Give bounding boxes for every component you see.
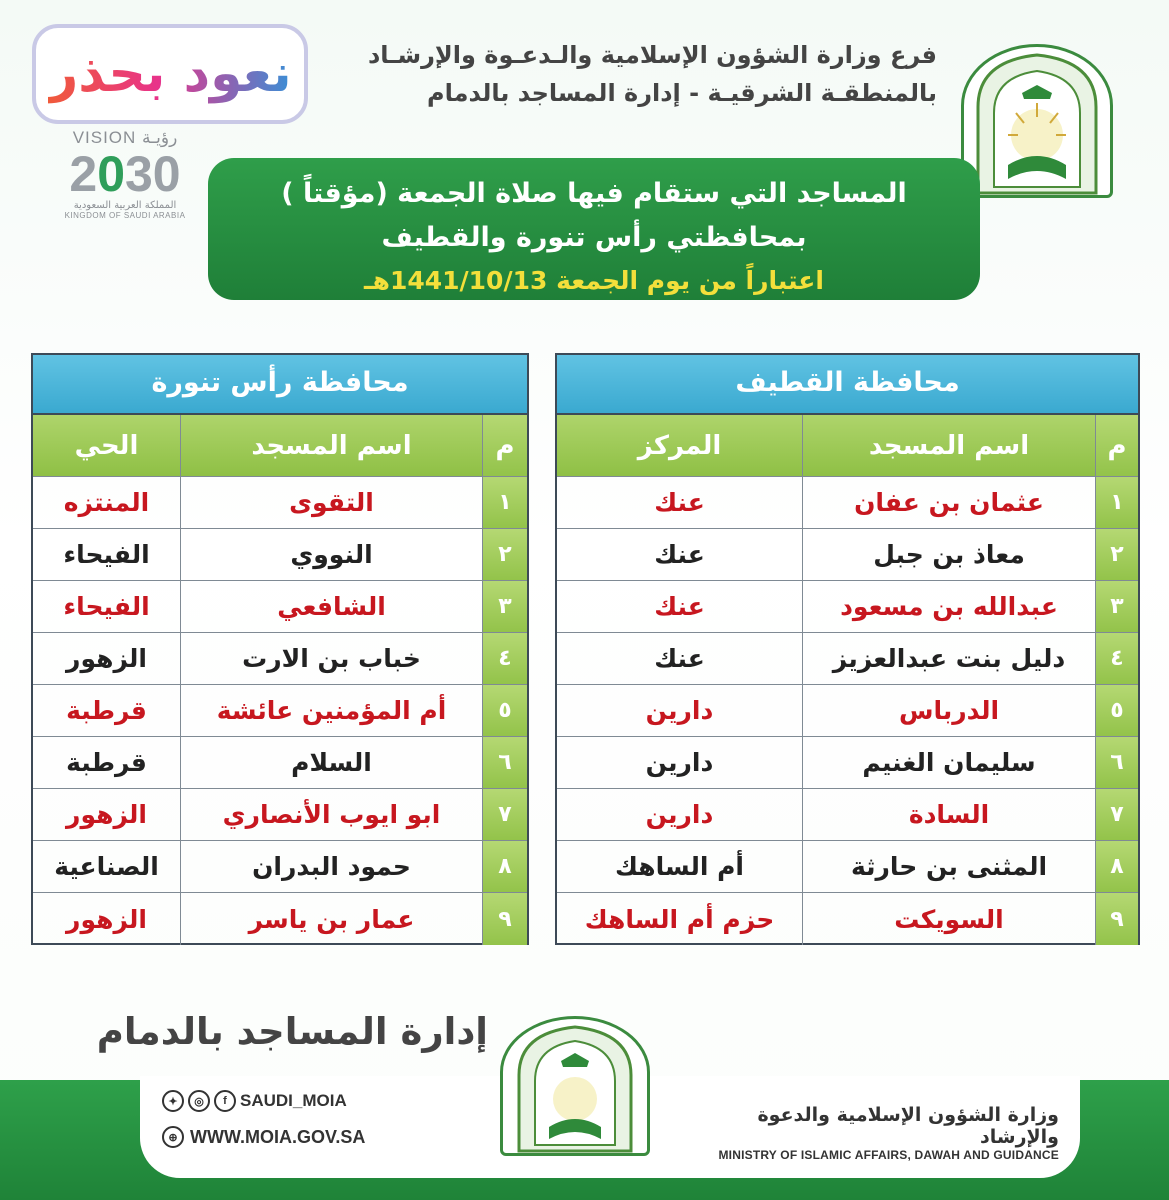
center-name: دارين — [645, 800, 714, 829]
row-number: ٤ — [482, 633, 527, 684]
mosque-name: التقوى — [180, 477, 482, 528]
mosque-name: حمود البدران — [180, 841, 482, 892]
table-row — [33, 685, 527, 737]
row-number: ٣ — [482, 581, 527, 632]
qatif-header-row — [557, 415, 1138, 477]
center-name: عنك — [654, 644, 705, 673]
footer-ministry-en: MINISTRY OF ISLAMIC AFFAIRS, DAWAH AND GUIDANCE — [718, 1148, 1059, 1162]
vision-2030-logo — [50, 128, 200, 238]
mosque-name: الشافعي — [180, 581, 482, 632]
center-name: عنك — [654, 540, 705, 569]
social-handle[interactable]: SAUDI_MOIA — [240, 1091, 347, 1110]
district-name: قرطبة — [66, 696, 147, 725]
twitter-icon[interactable]: ✦ — [162, 1090, 184, 1112]
campaign-slogan: نعود بحذر — [48, 44, 292, 104]
district-name: الفيحاء — [63, 540, 150, 569]
website-link[interactable] — [162, 1126, 365, 1148]
ministry-line-1: فرع وزارة الشؤون الإسلامية والـدعـوة والإرشـاد — [367, 41, 937, 69]
district-name: الزهور — [66, 904, 147, 934]
table-row — [557, 581, 1138, 633]
center-name: أم الساهك — [615, 852, 744, 881]
mosque-name: السلام — [180, 737, 482, 788]
vision-country-ar: المملكة العربية السعودية — [73, 200, 177, 211]
center-name: دارين — [645, 696, 714, 725]
district-name: الفيحاء — [63, 592, 150, 621]
mosque-name: المثنى بن حارثة — [802, 841, 1095, 892]
row-number: ٣ — [1095, 581, 1138, 632]
qatif-table — [555, 353, 1140, 945]
center-name: دارين — [645, 748, 714, 777]
mosque-name: النووي — [180, 529, 482, 580]
mosque-name: عثمان بن عفان — [802, 477, 1095, 528]
website-url[interactable]: WWW.MOIA.GOV.SA — [190, 1126, 366, 1147]
row-number: ٧ — [1095, 789, 1138, 840]
district-name: الصناعية — [54, 852, 159, 881]
table-row — [33, 529, 527, 581]
center-name: عنك — [654, 488, 705, 517]
row-number: ٨ — [1095, 841, 1138, 892]
row-number: ٥ — [482, 685, 527, 736]
department-label: إدارة المساجد بالدمام — [96, 1010, 488, 1053]
ras-tanura-governorate-title: محافظة رأس تنورة — [33, 355, 527, 415]
ras-tanura-rows — [33, 477, 527, 945]
table-row — [557, 737, 1138, 789]
mosque-name: أم المؤمنين عائشة — [180, 685, 482, 736]
table-row — [557, 841, 1138, 893]
row-number: ٧ — [482, 789, 527, 840]
ministry-line-2: بالمنطقـة الشرقيـة - إدارة المساجد بالدمام — [427, 79, 937, 107]
mosque-name: ابو ايوب الأنصاري — [180, 789, 482, 840]
center-name: عنك — [654, 592, 705, 621]
table-row — [557, 789, 1138, 841]
row-number: ٥ — [1095, 685, 1138, 736]
vision-year: 2030 — [69, 146, 181, 202]
row-number: ١ — [1095, 477, 1138, 528]
mosque-name: الدرباس — [802, 685, 1095, 736]
qatif-governorate-title: محافظة القطيف — [557, 355, 1138, 415]
title-line-1: المساجد التي ستقام فيها صلاة الجمعة (مؤقتاً ) — [281, 178, 907, 209]
facebook-icon[interactable]: f — [214, 1090, 236, 1112]
vision-wordmark: VISION رؤيـة — [72, 128, 178, 147]
ministry-emblem-footer-icon — [500, 1016, 650, 1156]
table-row — [33, 841, 527, 893]
table-row — [557, 893, 1138, 945]
globe-icon: ⊕ — [162, 1126, 184, 1148]
center-name: حزم أم الساهك — [584, 904, 775, 934]
column-header-mosque: اسم المسجد — [802, 415, 1095, 476]
ras-tanura-header-row — [33, 415, 527, 477]
mosque-name: دليل بنت عبدالعزيز — [802, 633, 1095, 684]
title-line-2: بمحافظتي رأس تنورة والقطيف — [381, 222, 807, 253]
row-number: ٩ — [482, 893, 527, 945]
title-date: اعتباراً من يوم الجمعة 1441/10/13هـ — [364, 266, 824, 295]
table-row — [33, 737, 527, 789]
table-row — [557, 685, 1138, 737]
row-number: ٨ — [482, 841, 527, 892]
campaign-logo — [32, 24, 308, 124]
table-row — [33, 581, 527, 633]
mosque-name: السويكت — [802, 893, 1095, 945]
column-header-district: الحي — [74, 430, 139, 461]
table-row — [557, 529, 1138, 581]
row-number: ٢ — [1095, 529, 1138, 580]
column-header-mosque: اسم المسجد — [180, 415, 482, 476]
column-header-num: م — [482, 415, 527, 476]
district-name: الزهور — [66, 644, 147, 673]
ras-tanura-table — [31, 353, 529, 945]
mosque-name: السادة — [802, 789, 1095, 840]
footer-ministry-ar: وزارة الشؤون الإسلامية والدعوة والإرشاد — [757, 1104, 1059, 1148]
district-name: الزهور — [66, 800, 147, 829]
district-name: المنتزه — [63, 488, 150, 517]
announcement-title — [208, 158, 980, 300]
table-row — [33, 633, 527, 685]
mosque-name: خباب بن الارت — [180, 633, 482, 684]
table-row — [33, 893, 527, 945]
table-row — [33, 789, 527, 841]
qatif-rows — [557, 477, 1138, 945]
table-row — [557, 633, 1138, 685]
mosque-name: سليمان الغنيم — [802, 737, 1095, 788]
row-number: ٤ — [1095, 633, 1138, 684]
row-number: ٩ — [1095, 893, 1138, 945]
district-name: قرطبة — [66, 748, 147, 777]
column-header-num: م — [1095, 415, 1138, 476]
social-links — [162, 1090, 347, 1112]
ministry-emblem-icon — [961, 44, 1113, 198]
row-number: ٦ — [482, 737, 527, 788]
row-number: ١ — [482, 477, 527, 528]
mosque-name: عمار بن ياسر — [180, 893, 482, 945]
footer-ministry — [679, 1104, 1059, 1162]
mosque-name: عبدالله بن مسعود — [802, 581, 1095, 632]
mosque-name: معاذ بن جبل — [802, 529, 1095, 580]
table-row — [33, 477, 527, 529]
vision-country-en: KINGDOM OF SAUDI ARABIA — [64, 211, 186, 220]
table-row — [557, 477, 1138, 529]
row-number: ٢ — [482, 529, 527, 580]
instagram-icon[interactable]: ◎ — [188, 1090, 210, 1112]
row-number: ٦ — [1095, 737, 1138, 788]
column-header-center: المركز — [637, 430, 722, 461]
ministry-header — [337, 36, 937, 112]
